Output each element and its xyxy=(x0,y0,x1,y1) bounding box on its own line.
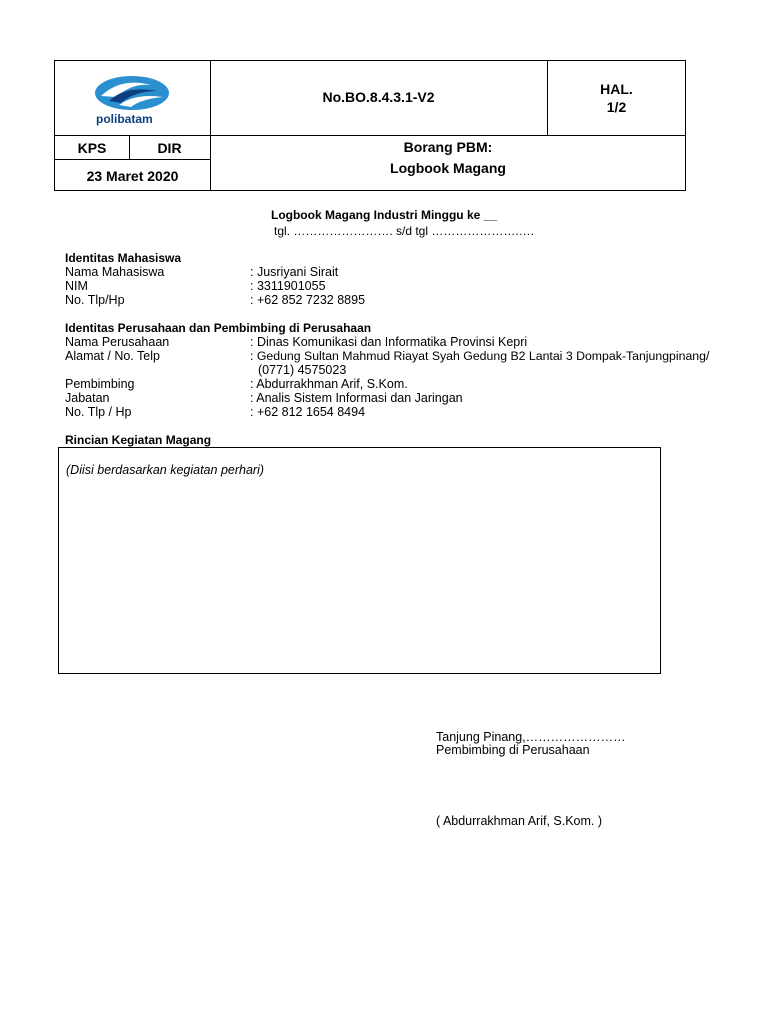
kps-label: KPS xyxy=(77,140,107,156)
mentor-label: Pembimbing xyxy=(65,377,135,391)
divider xyxy=(547,61,548,135)
document-date: 23 Maret 2020 xyxy=(86,168,179,184)
company-name-value: : Dinas Komunikasi dan Informatika Provinsi Kepri xyxy=(250,335,528,349)
company-address-value: : Gedung Sultan Mahmud Riayat Syah Gedung B2 Lantai 3 Dompak-Tanjungpinang/ xyxy=(250,349,710,363)
divider xyxy=(55,159,210,160)
form-title-line2: Logbook Magang xyxy=(390,160,506,176)
mentor-phone-value: : +62 812 1654 8494 xyxy=(250,405,366,419)
logbook-title: Logbook Magang Industri Minggu ke __ xyxy=(270,208,497,222)
divider xyxy=(55,135,686,136)
signature-name: ( Abdurrakhman Arif, S.Kom. ) xyxy=(436,814,603,828)
dir-label: DIR xyxy=(157,140,182,156)
company-address-label: Alamat / No. Telp xyxy=(65,349,160,363)
position-value: : Analis Sistem Informasi dan Jaringan xyxy=(250,391,463,405)
student-heading: Identitas Mahasiswa xyxy=(65,251,182,265)
activities-box[interactable] xyxy=(58,447,661,674)
page-label: HAL. xyxy=(600,81,633,97)
student-name-label: Nama Mahasiswa xyxy=(65,265,165,279)
activities-hint: (Diisi berdasarkan kegiatan perhari) xyxy=(66,463,265,477)
document-number: No.BO.8.4.3.1-V2 xyxy=(322,89,435,105)
mentor-value: : Abdurrakhman Arif, S.Kom. xyxy=(250,377,408,391)
student-phone-value: : +62 852 7232 8895 xyxy=(250,293,366,307)
mentor-phone-label: No. Tlp / Hp xyxy=(65,405,132,419)
company-address-phone: (0771) 4575023 xyxy=(258,363,347,377)
page-value: 1/2 xyxy=(606,99,627,115)
company-heading: Identitas Perusahaan dan Pembimbing di Perusahaan xyxy=(65,321,372,335)
student-nim-value: : 3311901055 xyxy=(250,279,326,293)
logo-text: polibatam xyxy=(96,112,153,126)
signature-place-date: Tanjung Pinang,…………………… xyxy=(436,730,626,744)
activities-heading: Rincian Kegiatan Magang xyxy=(65,433,212,447)
date-range: tgl. ……………………. s/d tgl ………………….…. xyxy=(273,224,535,238)
document-header-table xyxy=(54,60,686,191)
polibatam-logo xyxy=(91,71,177,127)
company-name-label: Nama Perusahaan xyxy=(65,335,170,349)
form-title-line1: Borang PBM: xyxy=(403,139,493,155)
position-label: Jabatan xyxy=(65,391,110,405)
signature-role: Pembimbing di Perusahaan xyxy=(436,743,590,757)
student-name-value: : Jusriyani Sirait xyxy=(250,265,339,279)
student-nim-label: NIM xyxy=(65,279,88,293)
student-phone-label: No. Tlp/Hp xyxy=(65,293,125,307)
